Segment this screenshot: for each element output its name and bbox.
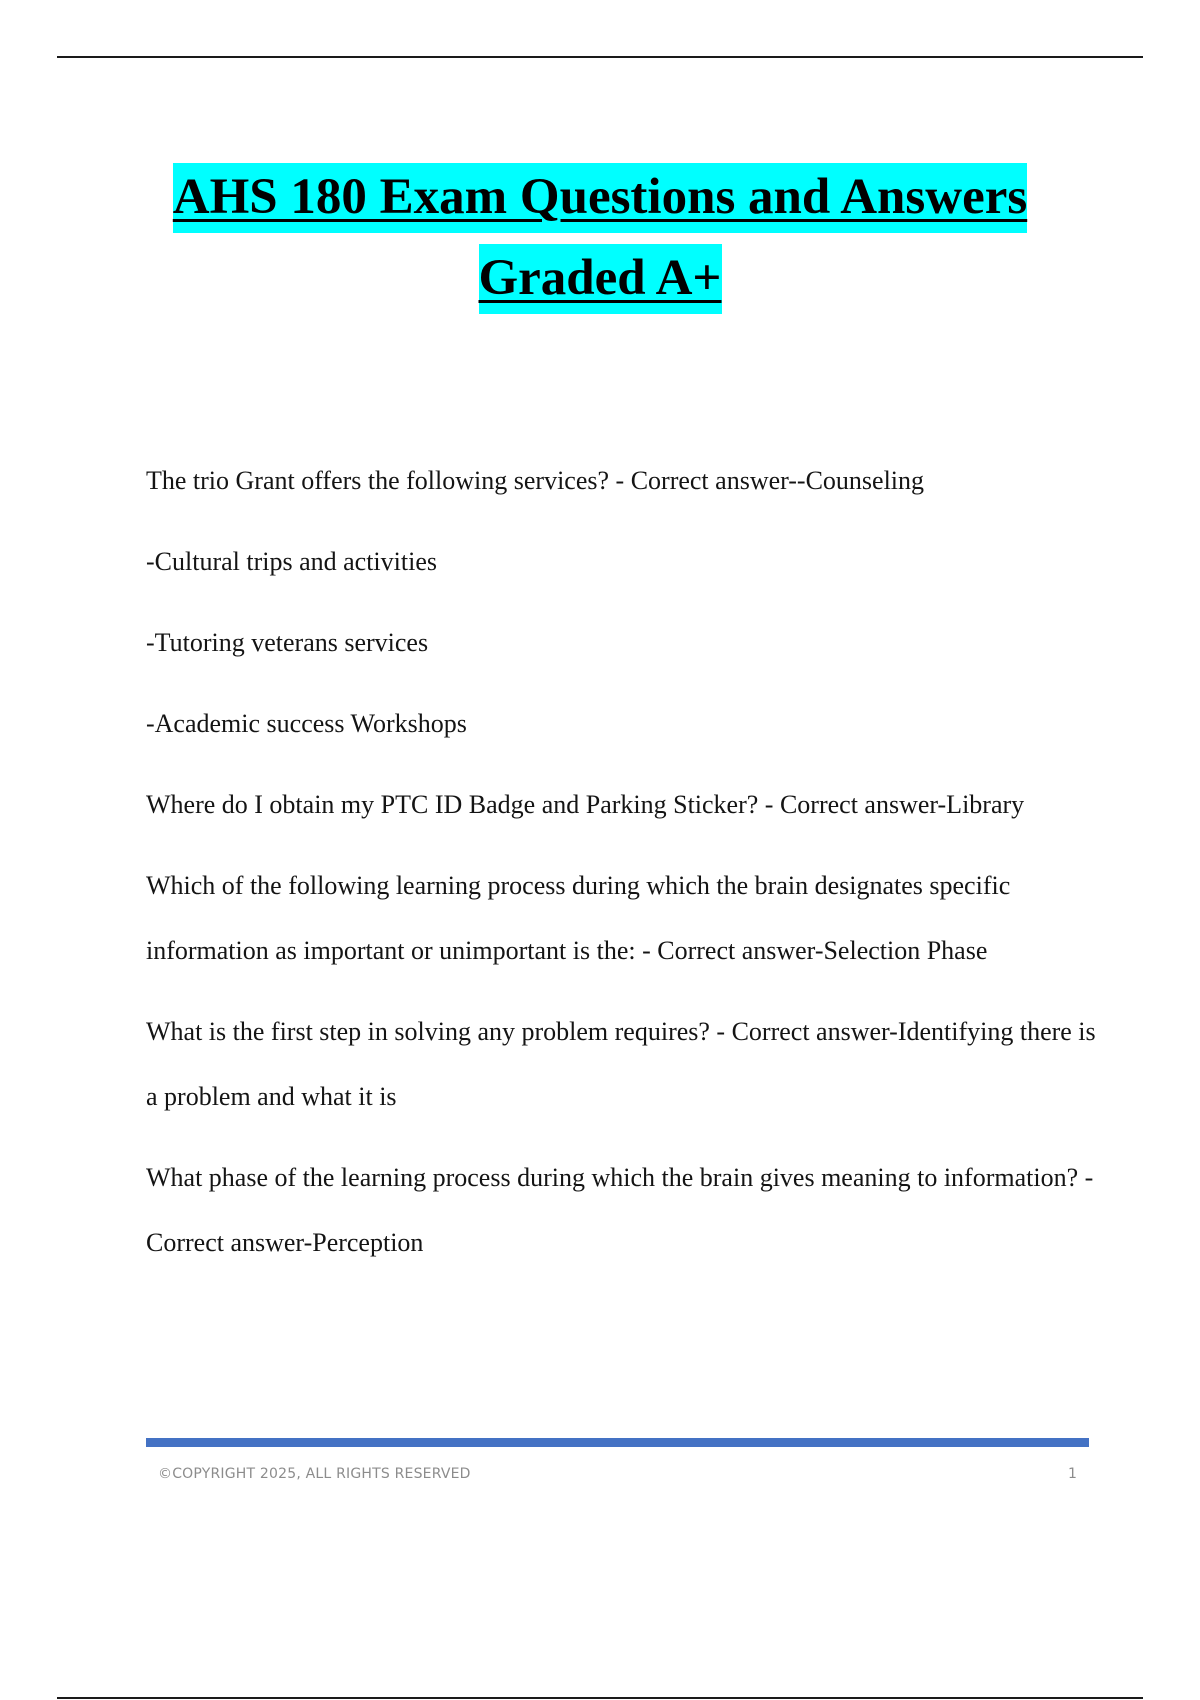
- paragraph-first-step: What is the first step in solving any problem requires? - Correct answer-Identifying there is a problem and what it is: [146, 1017, 1096, 1111]
- footer-bar: [146, 1438, 1089, 1447]
- document-title: [0, 169, 1200, 306]
- paragraph-tutoring: -Tutoring veterans services: [146, 628, 429, 657]
- title-text-1: AHS 180 Exam Questions and Answers: [173, 163, 1027, 233]
- title-line-1: [0, 169, 1200, 225]
- bottom-page-rule: [57, 1697, 1143, 1699]
- document-body: [146, 448, 1096, 1291]
- title-line-2: [0, 250, 1200, 306]
- top-page-rule: [57, 56, 1143, 58]
- paragraph-cultural-trips: -Cultural trips and activities: [146, 547, 437, 576]
- paragraph-perception: What phase of the learning process during which the brain gives meaning to information? - Correct answer-Perception: [146, 1163, 1094, 1257]
- paragraph-academic-workshops: -Academic success Workshops: [146, 709, 467, 738]
- paragraph-id-badge: Where do I obtain my PTC ID Badge and Parking Sticker? - Correct answer-Library: [146, 790, 1025, 819]
- footer-copyright: ©COPYRIGHT 2025, ALL RIGHTS RESERVED: [158, 1466, 471, 1482]
- title-text-2: Graded A+: [479, 244, 722, 314]
- paragraph-trio-grant: The trio Grant offers the following services? - Correct answer--Counseling: [146, 466, 925, 495]
- paragraph-selection-phase: Which of the following learning process during which the brain designates specific information as important or unimportant is the: - Correct answer-Selection Phase: [146, 871, 1011, 965]
- page-number: 1: [1068, 1466, 1077, 1482]
